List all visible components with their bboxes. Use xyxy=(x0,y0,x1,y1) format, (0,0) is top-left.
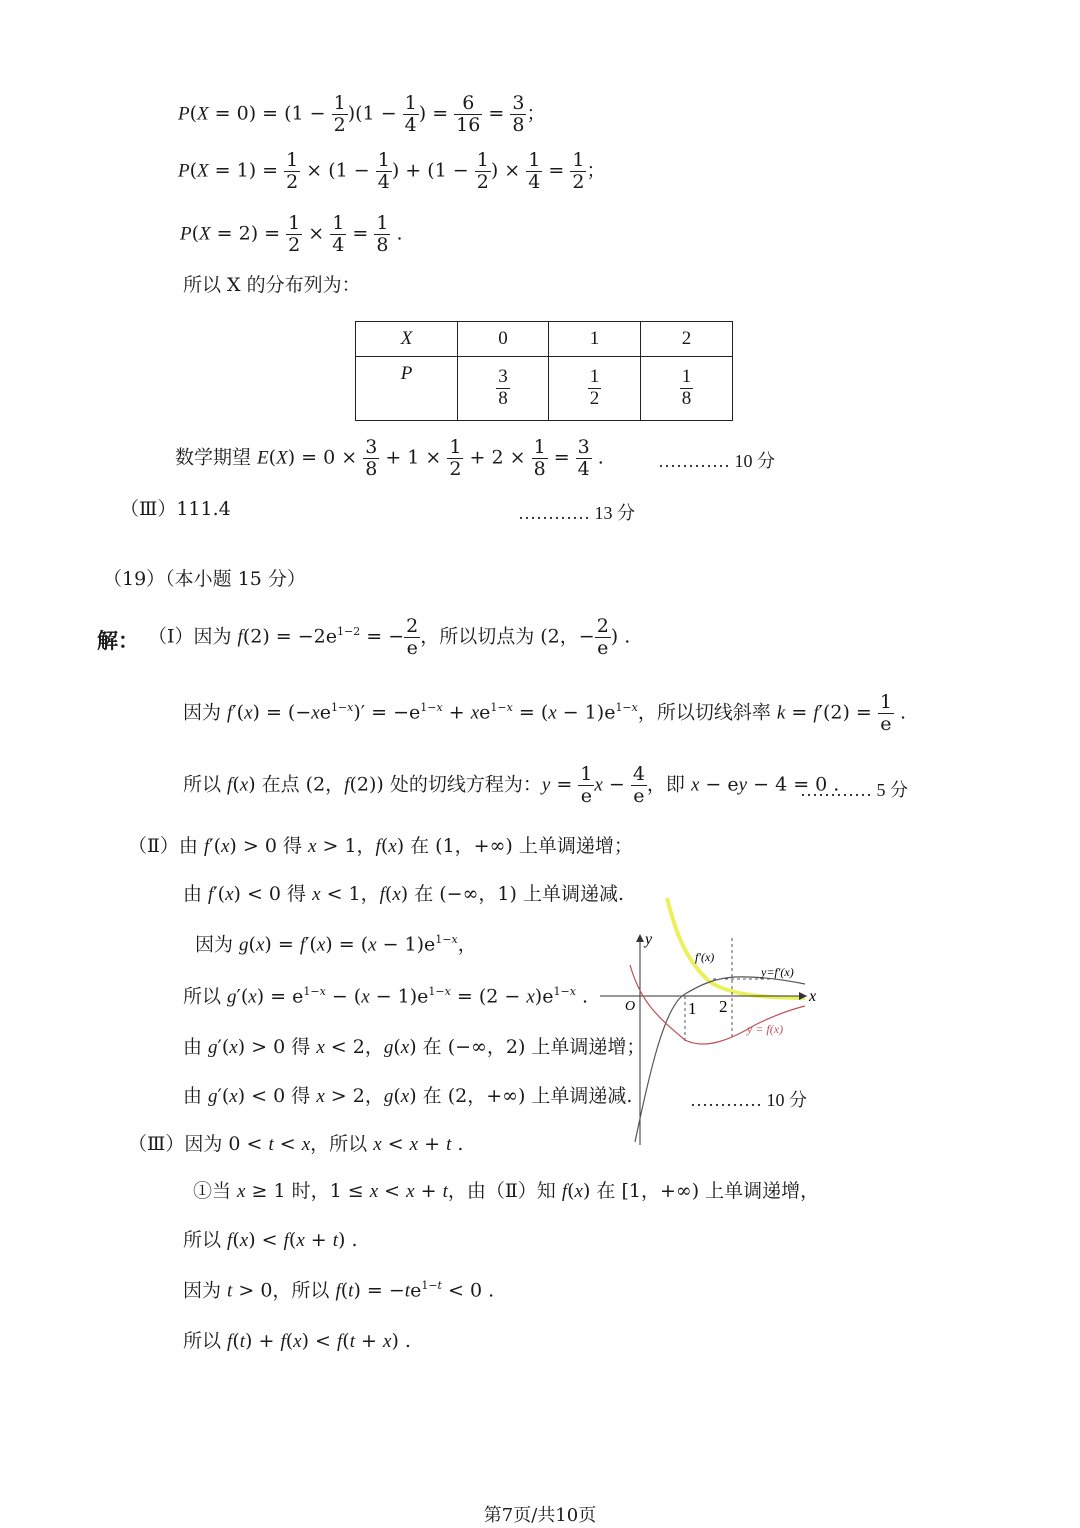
fprime-label: f′(x) xyxy=(695,950,715,964)
table-row xyxy=(356,322,733,357)
table-header-cell: X xyxy=(356,322,458,357)
highlight-stroke xyxy=(667,898,805,998)
yf-label: y = f(x) xyxy=(747,1022,784,1036)
score-marker: ………… 10 分 xyxy=(690,1090,807,1110)
prob-x1: P(X = 1) = $\frac{1}{2}$ × (1 − $\frac{1}{4}$ ) + (1 − $\frac{1}{2}$ ) × $\frac{1}{4}$ = $\frac{1}{2}$ ； xyxy=(178,149,606,193)
solution-line: 所以 f(x) 在点 (2，f(2)) 处的切线方程为：y = $\frac{1}{e}$ x − $\frac{4}{e}$ ，即 x − ey − 4 = 0 . xyxy=(183,763,840,807)
prob-x0: P(X = 0) = (1 − $\frac{1}{2}$ )(1 − $\frac{1}{4}$ ) = $\frac{6}{16}$ = $\frac{3}{8}$ ； xyxy=(178,92,546,136)
prob-x2: P(X = 2) = $\frac{1}{2}$ × $\frac{1}{4}$ = $\frac{1}{8}$ . xyxy=(180,212,403,256)
dist-intro: 所以 X 的分布列为： xyxy=(183,274,361,296)
expectation: 数学期望 E(X) = 0 × $\frac{3}{8}$ + 1 × $\frac{1}{2}$ + 2 × $\frac{1}{8}$ = $\frac{3}{4}$ . xyxy=(175,436,604,480)
solution-line: （Ⅱ）由 f′(x) > 0 得 x > 1，f(x) 在 (1，+∞) 上单调递增； xyxy=(128,835,633,857)
table-header-cell: 2 xyxy=(641,322,733,357)
table-row-label: P xyxy=(356,357,458,421)
table-row xyxy=(356,357,733,421)
solution-line: 由 f′(x) < 0 得 x < 1，f(x) 在 (−∞，1) 上单调递减. xyxy=(183,883,624,905)
solution-label: 解： xyxy=(97,628,139,653)
distribution-table xyxy=(355,321,733,421)
origin-label: O xyxy=(625,999,636,1014)
table-cell: $\frac{1}{2}$ xyxy=(549,357,641,421)
table-header-cell: 0 xyxy=(458,322,549,357)
solution-line: （Ⅰ）因为 $f(2) = -2e^{1-2}$ = − $\frac{2}{e}$ ，所以切点为 (2，− $\frac{2}{e}$ ) . xyxy=(148,615,631,659)
score-marker: ………… 13 分 xyxy=(518,503,635,523)
function-graph xyxy=(595,890,825,1150)
table-cell: $\frac{1}{8}$ xyxy=(641,357,733,421)
solution-line: 由 g′(x) < 0 得 x > 2，g(x) 在 (2，+∞) 上单调递减. xyxy=(183,1085,633,1107)
solution-line: 因为 $g(x) = f'(x) = (x - 1)e^{1-x}$， xyxy=(195,933,477,956)
table-cell: $\frac{3}{8}$ xyxy=(458,357,549,421)
axis-x-label: x xyxy=(809,988,817,1005)
q19-header: （19）（本小题 15 分） xyxy=(103,568,306,590)
solution-line: 所以 $g'(x) = e^{1-x} - (x - 1)e^{1-x} = (2 - x)e^{1-x}$ . xyxy=(183,985,588,1008)
page-footer: 第7页/共10页 xyxy=(483,1505,597,1526)
table-header-cell: 1 xyxy=(549,322,641,357)
score-marker: ………… 10 分 xyxy=(658,451,775,471)
score-marker: ………… 5 分 xyxy=(800,780,908,800)
solution-line: 因为 $f'(x) = (-xe^{1-x})' = -e^{1-x} + xe^{1-x} = (x - 1)e^{1-x}$，所以切线斜率 k = f′(2) = $\frac{1}{e}$ . xyxy=(183,691,907,735)
solution-line: 所以 f(x) < f(x + t) . xyxy=(183,1229,358,1251)
axis-y-label: y xyxy=(645,931,653,948)
y-axis-arrow xyxy=(636,934,644,942)
solution-line: 所以 f(t) + f(x) < f(t + x) . xyxy=(183,1330,411,1352)
solution-line: ①当 x ≥ 1 时，1 ≤ x < x + t，由（Ⅱ）知 f(x) 在 [1，+∞) 上单调递增， xyxy=(193,1180,820,1202)
tick-2-label: 2 xyxy=(719,997,728,1016)
solution-line: 由 g′(x) > 0 得 x < 2，g(x) 在 (−∞，2) 上单调递增； xyxy=(183,1036,646,1058)
yfprime-label: y=f′(x) xyxy=(761,965,794,979)
solution-line: （Ⅲ）因为 0 < t < x，所以 x < x + t . xyxy=(128,1133,464,1155)
tick-1-label: 1 xyxy=(688,999,697,1018)
solution-line: 因为 t > 0，所以 $f(t) = -te^{1-t} < 0$ . xyxy=(183,1279,495,1302)
part3-answer: （Ⅲ）111.4 xyxy=(120,498,231,520)
